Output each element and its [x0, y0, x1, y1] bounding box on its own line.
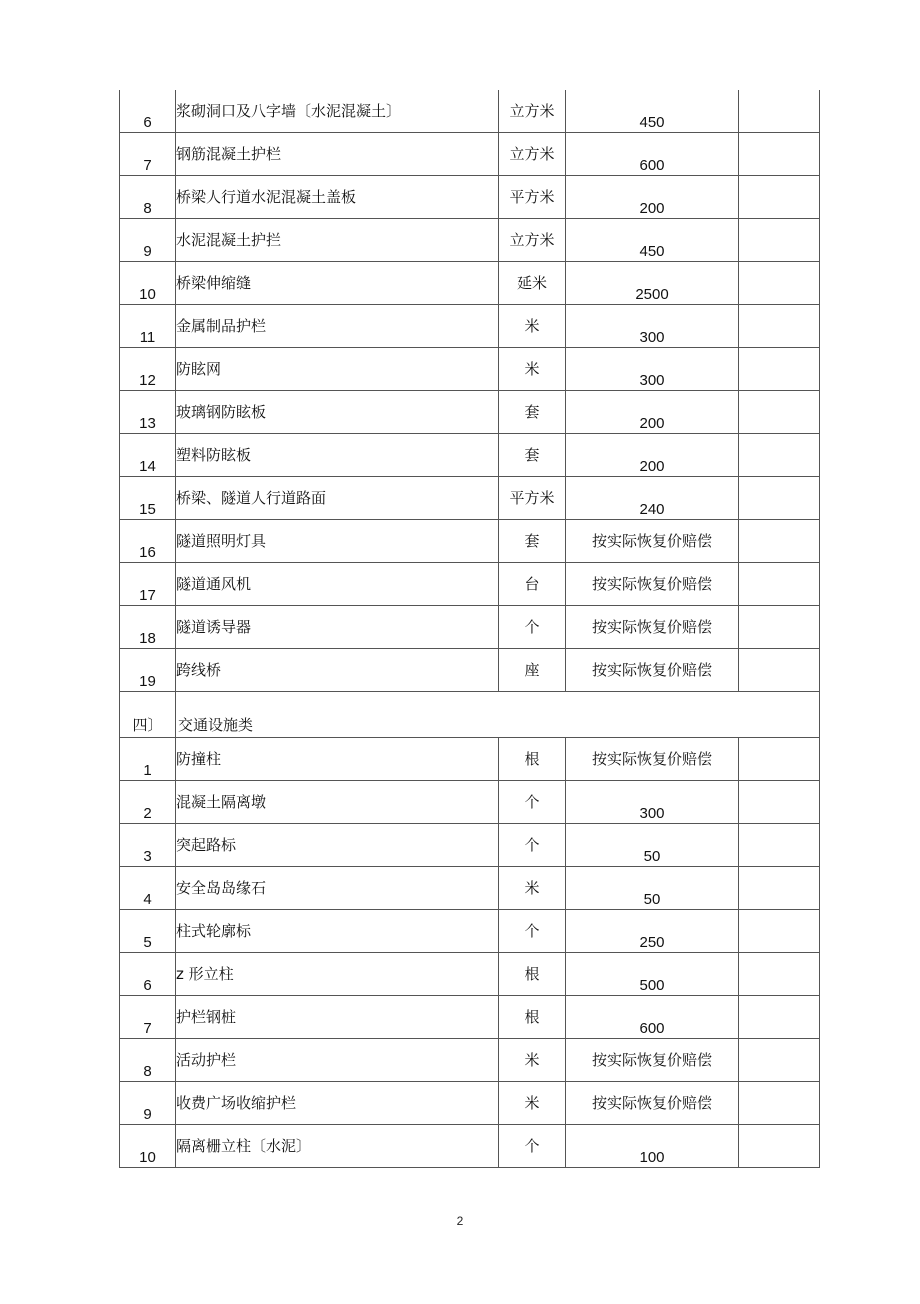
item-name: z 形立柱 [176, 953, 499, 996]
item-number: 8 [120, 176, 176, 219]
item-number: 2 [120, 781, 176, 824]
item-unit: 根 [499, 953, 566, 996]
item-remark [739, 1082, 820, 1125]
item-remark [739, 1039, 820, 1082]
item-name: 活动护栏 [176, 1039, 499, 1082]
item-name: 桥梁伸缩缝 [176, 262, 499, 305]
item-unit: 台 [499, 563, 566, 606]
table-row [120, 953, 820, 996]
item-remark [739, 219, 820, 262]
item-number: 17 [120, 563, 176, 606]
item-amount: 500 [566, 953, 739, 996]
item-unit: 根 [499, 996, 566, 1039]
table-row [120, 824, 820, 867]
item-unit: 延米 [499, 262, 566, 305]
item-remark [739, 262, 820, 305]
item-unit: 平方米 [499, 176, 566, 219]
item-number: 10 [120, 1125, 176, 1168]
item-unit: 座 [499, 649, 566, 692]
item-unit: 个 [499, 606, 566, 649]
table-row [120, 867, 820, 910]
item-unit: 个 [499, 824, 566, 867]
item-unit: 立方米 [499, 133, 566, 176]
item-unit: 米 [499, 348, 566, 391]
item-number: 3 [120, 824, 176, 867]
item-number: 12 [120, 348, 176, 391]
table-row [120, 563, 820, 606]
item-name: 钢筋混凝土护栏 [176, 133, 499, 176]
item-number: 13 [120, 391, 176, 434]
item-amount: 300 [566, 348, 739, 391]
item-amount: 300 [566, 781, 739, 824]
item-remark [739, 391, 820, 434]
item-remark [739, 477, 820, 520]
item-unit: 套 [499, 434, 566, 477]
item-amount: 按实际恢复价赔偿 [566, 520, 739, 563]
item-name: 隔离栅立柱〔水泥〕 [176, 1125, 499, 1168]
item-remark [739, 434, 820, 477]
item-number: 7 [120, 996, 176, 1039]
item-unit: 米 [499, 867, 566, 910]
item-amount: 300 [566, 305, 739, 348]
item-amount: 240 [566, 477, 739, 520]
item-number: 10 [120, 262, 176, 305]
table-row [120, 781, 820, 824]
item-name: 混凝土隔离墩 [176, 781, 499, 824]
item-number: 1 [120, 738, 176, 781]
item-remark [739, 90, 820, 133]
item-name: 塑料防眩板 [176, 434, 499, 477]
item-name: 隧道通风机 [176, 563, 499, 606]
item-remark [739, 520, 820, 563]
item-remark [739, 348, 820, 391]
item-unit: 个 [499, 1125, 566, 1168]
item-name: 浆砌洞口及八字墙〔水泥混凝土〕 [176, 90, 499, 133]
table-row [120, 391, 820, 434]
table-row [120, 996, 820, 1039]
item-name: 金属制品护栏 [176, 305, 499, 348]
item-name: 隧道诱导器 [176, 606, 499, 649]
item-number: 4 [120, 867, 176, 910]
item-number: 18 [120, 606, 176, 649]
table-row [120, 219, 820, 262]
table-row [120, 90, 820, 133]
table-row [120, 348, 820, 391]
item-number: 6 [120, 90, 176, 133]
item-amount: 200 [566, 176, 739, 219]
item-number: 5 [120, 910, 176, 953]
item-amount: 按实际恢复价赔偿 [566, 649, 739, 692]
item-amount: 600 [566, 996, 739, 1039]
item-unit: 米 [499, 305, 566, 348]
item-amount: 450 [566, 90, 739, 133]
item-remark [739, 953, 820, 996]
item-amount: 按实际恢复价赔偿 [566, 563, 739, 606]
item-amount: 50 [566, 824, 739, 867]
item-remark [739, 738, 820, 781]
item-remark [739, 824, 820, 867]
table-row [120, 738, 820, 781]
item-name: 防眩网 [176, 348, 499, 391]
item-name: 桥梁、隧道人行道路面 [176, 477, 499, 520]
item-remark [739, 910, 820, 953]
section-title: 交通设施类 [176, 692, 820, 738]
item-name: 护栏钢桩 [176, 996, 499, 1039]
item-name: 桥梁人行道水泥混凝土盖板 [176, 176, 499, 219]
item-unit: 平方米 [499, 477, 566, 520]
table-row [120, 305, 820, 348]
item-name: 跨线桥 [176, 649, 499, 692]
item-number: 6 [120, 953, 176, 996]
item-number: 7 [120, 133, 176, 176]
item-remark [739, 996, 820, 1039]
item-name: 隧道照明灯具 [176, 520, 499, 563]
item-unit: 立方米 [499, 90, 566, 133]
item-remark [739, 563, 820, 606]
item-remark [739, 649, 820, 692]
item-number: 8 [120, 1039, 176, 1082]
item-remark [739, 1125, 820, 1168]
table-row [120, 1082, 820, 1125]
section-number: 四〕 [120, 692, 176, 738]
item-amount: 2500 [566, 262, 739, 305]
item-name: 收费广场收缩护栏 [176, 1082, 499, 1125]
item-unit: 米 [499, 1082, 566, 1125]
item-amount: 600 [566, 133, 739, 176]
item-amount: 按实际恢复价赔偿 [566, 1082, 739, 1125]
table-row [120, 1125, 820, 1168]
item-unit: 米 [499, 1039, 566, 1082]
table-row [120, 520, 820, 563]
item-amount: 250 [566, 910, 739, 953]
item-unit: 个 [499, 910, 566, 953]
table-row [120, 176, 820, 219]
item-name: 玻璃钢防眩板 [176, 391, 499, 434]
item-amount: 200 [566, 391, 739, 434]
item-remark [739, 133, 820, 176]
compensation-table-container [119, 90, 819, 1168]
table-row [120, 606, 820, 649]
item-number: 14 [120, 434, 176, 477]
item-amount: 按实际恢复价赔偿 [566, 738, 739, 781]
table-row [120, 1039, 820, 1082]
item-remark [739, 867, 820, 910]
item-name: 水泥混凝土护拦 [176, 219, 499, 262]
table-row [120, 133, 820, 176]
item-unit: 套 [499, 391, 566, 434]
item-number: 9 [120, 219, 176, 262]
item-number: 16 [120, 520, 176, 563]
item-unit: 套 [499, 520, 566, 563]
item-unit: 立方米 [499, 219, 566, 262]
table-row [120, 477, 820, 520]
item-remark [739, 606, 820, 649]
item-name: 柱式轮廓标 [176, 910, 499, 953]
item-amount: 100 [566, 1125, 739, 1168]
item-amount: 450 [566, 219, 739, 262]
item-remark [739, 176, 820, 219]
item-number: 19 [120, 649, 176, 692]
table-row [120, 434, 820, 477]
item-amount: 按实际恢复价赔偿 [566, 606, 739, 649]
item-name: 安全岛岛缘石 [176, 867, 499, 910]
item-amount: 50 [566, 867, 739, 910]
item-name: 防撞柱 [176, 738, 499, 781]
table-row [120, 910, 820, 953]
table-row [120, 649, 820, 692]
item-number: 9 [120, 1082, 176, 1125]
item-unit: 个 [499, 781, 566, 824]
item-name: 突起路标 [176, 824, 499, 867]
section-row [120, 692, 820, 738]
item-unit: 根 [499, 738, 566, 781]
item-number: 11 [120, 305, 176, 348]
item-number: 15 [120, 477, 176, 520]
page-number: 2 [456, 1214, 464, 1228]
compensation-table [119, 90, 820, 1168]
table-row [120, 262, 820, 305]
item-amount: 按实际恢复价赔偿 [566, 1039, 739, 1082]
item-amount: 200 [566, 434, 739, 477]
item-remark [739, 781, 820, 824]
item-remark [739, 305, 820, 348]
